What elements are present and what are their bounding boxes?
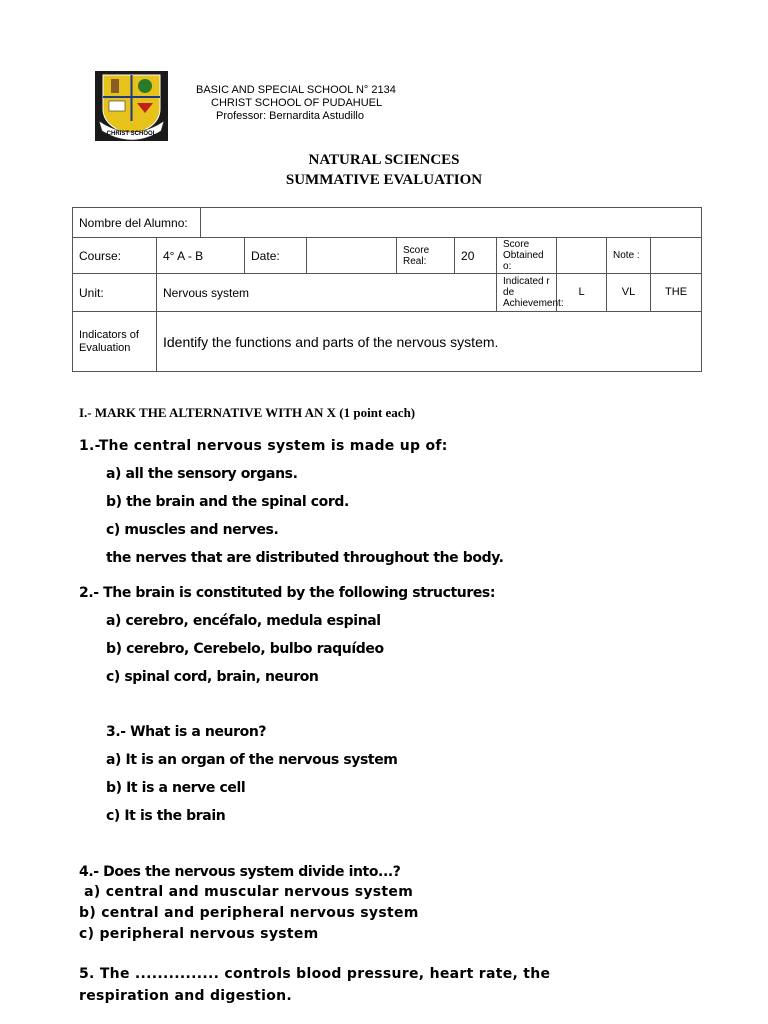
student-info-table <box>72 207 702 372</box>
svg-text:CHRIST SCHOOL: CHRIST SCHOOL <box>106 131 157 137</box>
question-2-option-b[interactable]: b) cerebro, Cerebelo, bulbo raquídeo <box>106 641 384 657</box>
date-field[interactable] <box>307 238 397 274</box>
student-name-label: Nombre del Alumno: <box>73 208 201 238</box>
question-3-option-b[interactable]: b) It is a nerve cell <box>106 780 246 796</box>
note-field[interactable] <box>651 238 702 274</box>
question-3-option-a[interactable]: a) It is an organ of the nervous system <box>106 752 398 768</box>
score-obtained-label: Score Obtained o: <box>497 238 557 274</box>
course-label: Course: <box>73 238 157 274</box>
question-1-option-a[interactable]: a) all the sensory organs. <box>106 466 298 482</box>
question-4-option-b[interactable]: b) central and peripheral nervous system <box>79 905 419 921</box>
question-4-option-a[interactable]: a) central and muscular nervous system <box>79 884 414 900</box>
professor-name: Professor: Bernardita Astudillo <box>216 110 364 122</box>
student-name-field[interactable] <box>201 208 702 238</box>
question-4-option-c[interactable]: c) peripheral nervous system <box>79 926 319 942</box>
school-logo <box>95 71 168 141</box>
school-name: BASIC AND SPECIAL SCHOOL N° 2134 <box>196 84 396 96</box>
unit-label: Unit: <box>73 274 157 312</box>
school-header <box>196 84 396 123</box>
question-2-option-a[interactable]: a) cerebro, encéfalo, medula espinal <box>106 613 381 629</box>
question-2: 2.- The brain is constituted by the following structures: <box>79 585 496 601</box>
question-1-option-c[interactable]: c) muscles and nerves. <box>106 522 279 538</box>
question-3: 3.- What is a neuron? <box>106 724 267 740</box>
school-subname: CHRIST SCHOOL OF PUDAHUEL <box>211 97 383 109</box>
document-title: NATURAL SCIENCES <box>308 152 460 168</box>
date-label: Date: <box>245 238 307 274</box>
score-real-value: 20 <box>455 238 497 274</box>
indicators-value: Identify the functions and parts of the nervous system. <box>157 312 702 372</box>
unit-value: Nervous system <box>157 274 497 312</box>
document-subtitle: SUMMATIVE EVALUATION <box>285 172 483 188</box>
question-4: 4.- Does the nervous system divide into...? <box>79 864 401 880</box>
indicators-label: Indicators of Evaluation <box>73 312 157 372</box>
section-heading: I.- MARK THE ALTERNATIVE WITH AN X (1 point each) <box>79 405 416 420</box>
question-2-option-c[interactable]: c) spinal cord, brain, neuron <box>106 669 319 685</box>
achievement-option-the[interactable]: THE <box>651 274 702 312</box>
question-3-option-c[interactable]: c) It is the brain <box>106 808 226 824</box>
achievement-option-l[interactable]: L <box>557 274 607 312</box>
achievement-option-vl[interactable]: VL <box>607 274 651 312</box>
question-1: 1.-The central nervous system is made up of: <box>79 438 448 454</box>
course-value: 4° A - B <box>157 238 245 274</box>
question-1-option-d[interactable]: the nerves that are distributed throughout the body. <box>106 550 504 566</box>
score-obtained-field[interactable] <box>557 238 607 274</box>
question-5-continued: respiration and digestion. <box>79 988 293 1004</box>
question-1-option-b[interactable]: b) the brain and the spinal cord. <box>106 494 349 510</box>
score-real-label: Score Real: <box>397 238 455 274</box>
note-label: Note : <box>607 238 651 274</box>
question-5: 5. The ............... controls blood pressure, heart rate, the <box>79 966 551 982</box>
achievement-label: Indicated r de Achievement: <box>497 274 557 312</box>
